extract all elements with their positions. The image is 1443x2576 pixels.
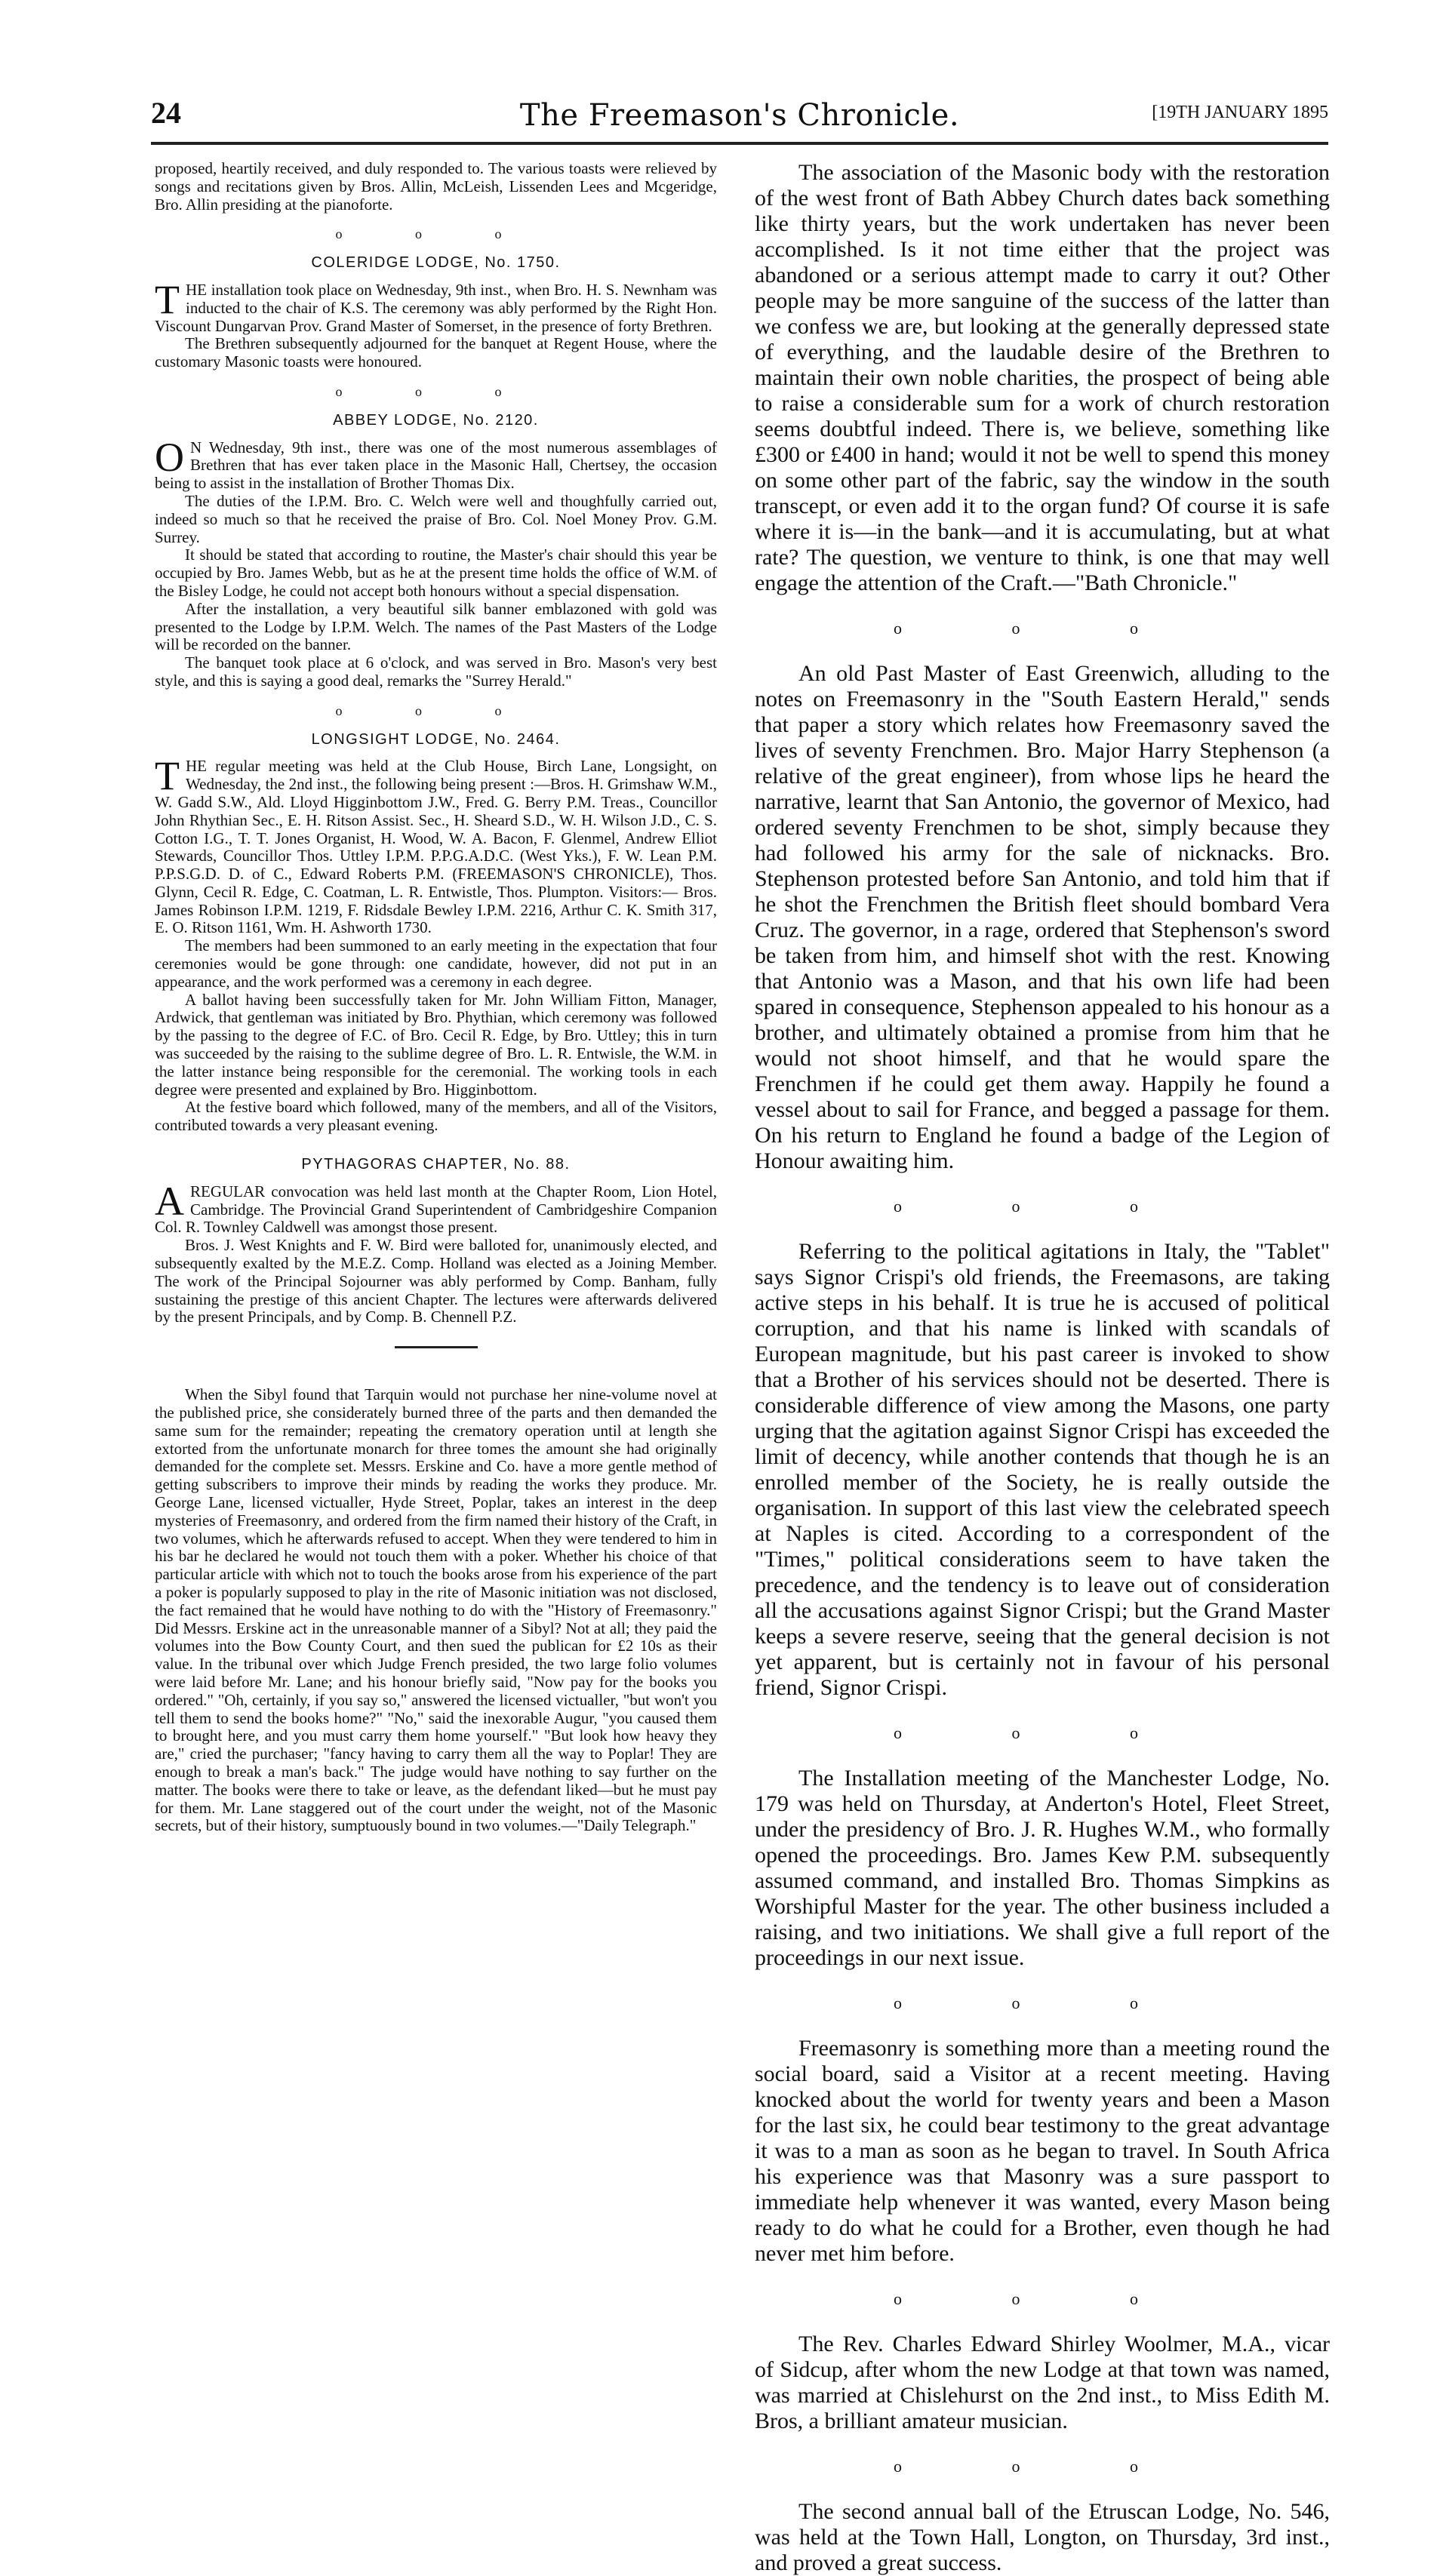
longsight-paragraph: HE regular meeting was held at the Club House, Birch Lane, Longsight, on Wednesday, the 2nd inst., the following being present :—Bros. H. Grimshaw W.M., W. Gadd S.W., Ald. Lloyd Higginbottom J.W., Fred. G. Berry P.M. Treas., Councillor John Rhythian Sec., E. H. Ritson Assist. Sec., H. Sheard S.D., W. H. Wilson J.D., C. S. Cotton I.G., T. T. Jones Organist, H. Wood, W. A. Bacon, F. Glenmel, Andrew Elliot Stewards, Councillor Thos. Uttley I.P.M. P.P.G.A.D.C. (West Yks.), F. W. Lean P.M. P.P.S.G.D. D. of C., Edward Roberts P.M. (FREEMASON'S CHRONICLE), Thos. Glynn, Cecil R. Edge, C. Coatman, L. R. Entwistle, Thos. Plumpton. Visitors:— Bros. James Robinson I.P.M. 1219, F. Ridsdale Bewley I.P.M. 2216, Arthur C. K. Smith 317, E. O. Ritson 1161, Wm. H. Ashworth 1730.	[155, 757, 717, 937]
bath-abbey-paragraph: The association of the Masonic body with the restoration of the west front of Bath Abbey Church dates back something like thirty years, but the work undertaken has never been accomplished. Is it not time either that the project was abandoned or a serious attempt made to carry it out? Other people may be more sanguine of the success of the latter than we confess we are, but looking at the generally depressed state of everything, and the laudable desire of the Brethren to maintain their own noble charities, the prospect of being able to raise a considerable sum for a work of church restoration seems doubtful indeed. There is, we believe, something like £300 or £400 in hand; would it not be well to spend this money on some other part of the fabric, say the window in the south transcept, or even add it to the organ fund? Of course it is safe where it is—in the bank—and it is accumulating, but at what rate? The question, we venture to think, is one that may well engage the attention of the Craft.—"Bath Chronicle."	[755, 160, 1330, 595]
longsight-paragraph: The members had been summoned to an early meeting in the expectation that four ceremonies would be gone through: one candidate, however, did not put in an appearance, and the work performed was a ceremony in each degree.	[155, 936, 717, 991]
pythagoras-paragraph: REGULAR convocation was held last month at the Chapter Room, Lion Hotel, Cambridge. The Provincial Grand Superintendent of Cambridgeshire Companion Col. R. Townley Caldwell was amongst those present.	[155, 1182, 717, 1237]
section-ornament: o o o	[894, 2289, 1191, 2308]
masthead-title: The Freemason's Chronicle.	[519, 98, 960, 133]
section-ornament: o o o	[335, 383, 537, 399]
social-board-paragraph: Freemasonry is something more than a meeting round the social board, said a Visitor at a recent meeting. Having knocked about the world for twenty years and been a Mason for the last six, he could bear testimony to the great advantage it was to a man as soon as he began to travel. In South Africa his experience was that Masonry was a sure passport to immediate help whenever it was wanted, every Mason being ready to do what he could for a Brother, even though he had never met him before.	[755, 2036, 1330, 2266]
header-rule	[151, 142, 1328, 145]
pythagoras-heading: PYTHAGORAS CHAPTER, No. 88.	[301, 1156, 571, 1173]
abbey-paragraph: The duties of the I.P.M. Bro. C. Welch were well and thoughfully carried out, indeed so much so that he received the praise of Bro. Col. Noel Money Prov. G.M. Surrey.	[155, 491, 717, 546]
section-ornament: o o o	[894, 2457, 1191, 2476]
greenwich-paragraph: An old Past Master of East Greenwich, alluding to the notes on Freemasonry in the "South Eastern Herald," sends that paper a story which relates how Freemasonry saved the lives of seventy Frenchmen. Bro. Major Harry Stephenson (a relative of the great engineer), from whose lips he heard the narrative, learnt that San Antonio, the governor of Mexico, had ordered seventy Frenchmen to be shot, simply because they had followed his army for the sale of nicknacks. Bro. Stephenson protested before San Antonio, and told him that if he shot the Frenchmen the British fleet should bombard Vera Cruz. The governor, in a rage, ordered that Stephenson's sword be taken from him, and himself shot with the rest. Knowing that Antonio was a Mason, and that his own life had been spared in consequence, Stephenson appealed to his honour as a brother, and ultimately obtained a promise from him that he would not shoot himself, and that he would spare the Frenchmen if he could get them away. Happily he found a vessel about to sail for France, and begged a passage for them. On his return to England he found a badge of the Legion of Honour awaiting him.	[755, 661, 1330, 1173]
longsight-paragraph: At the festive board which followed, many of the members, and all of the Visitors, contributed towards a very pleasant evening.	[155, 1098, 717, 1135]
longsight-paragraph: A ballot having been successfully taken for Mr. John William Fitton, Manager, Ardwick, that gentleman was initiated by Bro. Phythian, which ceremony was followed by the passing to the degree of F.C. of Bro. Cecil R. Edge, by Bro. Uttley; this in turn was succeeded by the raising to the sublime degree of Bro. L. R. Entwisle, the W.M. in the latter instance being responsible for the ceremonial. The working tools in each degree were presented and explained by Bro. Higginbottom.	[155, 990, 717, 1099]
etruscan-lodge-paragraph: The second annual ball of the Etruscan Lodge, No. 546, was held at the Town Hall, Longton, on Thursday, 3rd inst., and proved a great success.	[755, 2499, 1330, 2575]
drop-cap: T	[155, 753, 180, 799]
section-ornament: o o o	[894, 1197, 1191, 1216]
pythagoras-paragraph: Bros. J. West Knights and F. W. Bird were balloted for, unanimously elected, and subsequently exalted by the M.E.Z. Comp. Holland was elected as a Joining Member. The work of the Principal Sojourner was ably performed by Comp. Banham, fully sustaining the prestige of this ancient Chapter. The lectures were afterwards delivered by the present Principals, and by Comp. B. Chennell P.Z.	[155, 1236, 717, 1326]
abbey-paragraph: After the installation, a very beautiful silk banner emblazoned with gold was presented to the Lodge by I.P.M. Welch. The names of the Past Masters of the Lodge will be recorded on the banner.	[155, 599, 717, 654]
section-divider	[395, 1346, 478, 1348]
manchester-lodge-paragraph: The Installation meeting of the Manchester Lodge, No. 179 was held on Thursday, at Anderton's Hotel, Fleet Street, under the presidency of Bro. J. R. Hughes W.M., who formally opened the proceedings. Bro. James Kew P.M. subsequently assumed command, and installed Bro. Thomas Simpkins as Worshipful Master for the year. The other business included a raising, and two initiations. We shall give a full report of the proceedings in our next issue.	[755, 1766, 1330, 1970]
drop-cap: T	[155, 276, 180, 322]
sibyl-paragraph: When the Sibyl found that Tarquin would not purchase her nine-volume novel at the published price, she considerately burned three of the parts and then demanded the same sum for the remainder; repeating the crematory operation until at length she extorted from the unfortunate monarch for three tomes the amount she had originally demanded for the complete set. Messrs. Erskine and Co. have a more gentle method of getting subscribers to improve their minds by reading the works they produce. Mr. George Lane, licensed victualler, Hyde Street, Poplar, takes an interest in the deep mysteries of Freemasonry, and ordered from the firm named their history of the Craft, in two volumes, which he afterwards refused to accept. When they were tendered to him in his bar he declared he would not touch them with a poker. Whether his choice of that particular article with which not to touch the books arose from his experience of the part a poker is popularly supposed to play in the rite of Masonic initiation was not disclosed, the fact remained that he would have nothing to do with the "History of Freemasonry." Did Messrs. Erskine act in the unreasonable manner of a Sibyl? Not at all; they paid the volumes into the Bow County Court, and then sued the publican for £2 10s as their value. In the tribunal over which Judge French presided, the two large folio volumes were laid before Mr. Lane; and his honour briefly said, "Now pay for the books you ordered." "Oh, certainly, if you say so," answered the licensed victualler, "but won't you tell them to send the books home?" "No," said the inexorable Augur, "you caused them to brought here, and you must carry them home yourself." "But look how heavy they are," cried the purchaser; "fancy having to carry them all the way to Poplar! They are enough to break a man's back." The judge would have nothing to say further on the matter. The books were there to take or leave, as the defendant liked—but he must pay for them. Mr. Lane staggered out of the court under the weight, not of the Masonic secrets, but of their history, sumptuously bound in two volumes.—"Daily Telegraph."	[155, 1385, 717, 1835]
italy-paragraph: Referring to the political agitations in Italy, the "Tablet" says Signor Crispi's old friends, the Freemasons, are taking active steps in his behalf. It is true he is accused of political corruption, and that his name is linked with scandals of European magnitude, but his past career is invoked to show that a Brother of his services should not be deserted. There is considerable difference of view among the Masons, one party urging that the agitation against Signor Crispi has exceeded the limit of decency, while another contends that though he is an enrolled member of the Society, he is really outside the organisation. In support of this last view the celebrated speech at Naples is cited. According to a correspondent of the "Times," political considerations seem to have taken the precedence, and the tendency is to leave out of consideration all the accusations against Signor Crispi; but the Grand Master keeps a severe reserve, seeing that the general decision is not yet apparent, but is certainly not in favour of his personal friend, Signor Crispi.	[755, 1239, 1330, 1700]
page-header	[151, 95, 1328, 134]
coleridge-paragraph: HE installation took place on Wednesday, 9th inst., when Bro. H. S. Newnham was inducted to the chair of K.S. The ceremony was ably performed by the Right Hon. Viscount Dungarvan Prov. Grand Master of Somerset, in the presence of forty Brethren.	[155, 280, 717, 335]
page-number: 24	[151, 96, 181, 130]
issue-date: [19TH JANUARY 1895	[1152, 103, 1328, 122]
abbey-paragraph: N Wednesday, 9th inst., there was one of the most numerous assemblages of Brethren that has ever taken place in the Masonic Hall, Chertsey, the occasion being to assist in the installation of Brother Thomas Dix.	[155, 438, 717, 493]
intro-paragraph: proposed, heartily received, and duly responded to. The various toasts were relieved by songs and recitations given by Bros. Allin, McLeish, Lissenden Lees and Mcgeridge, Bro. Allin presiding at the pianoforte.	[155, 159, 717, 214]
drop-cap: O	[155, 434, 184, 480]
section-ornament: o o o	[335, 226, 537, 242]
abbey-paragraph: The banquet took place at 6 o'clock, and was served in Bro. Mason's very best style, and this is saying a good deal, remarks the "Surrey Herald."	[155, 653, 717, 690]
right-column	[755, 160, 1330, 2576]
section-ornament: o o o	[894, 1723, 1191, 1742]
abbey-paragraph: It should be stated that according to routine, the Master's chair should this year be occupied by Bro. James Webb, but as he at the present time holds the office of W.M. of the Bisley Lodge, he could not accept both honours without a special dispensation.	[155, 546, 717, 600]
abbey-heading: ABBEY LODGE, No. 2120.	[333, 411, 539, 429]
woolmer-paragraph: The Rev. Charles Edward Shirley Woolmer, M.A., vicar of Sidcup, after whom the new Lodge at that town was named, was married at Chislehurst on the 2nd inst., to Miss Edith M. Bros, a brilliant amateur musician.	[755, 2332, 1330, 2433]
section-ornament: o o o	[894, 1993, 1191, 2012]
left-column	[155, 160, 717, 1835]
coleridge-paragraph: The Brethren subsequently adjourned for the banquet at Regent House, where the customary Masonic toasts were honoured.	[155, 334, 717, 371]
drop-cap: A	[155, 1178, 184, 1224]
coleridge-heading: COLERIDGE LODGE, No. 1750.	[311, 254, 561, 272]
section-ornament: o o o	[894, 619, 1191, 638]
longsight-heading: LONGSIGHT LODGE, No. 2464.	[311, 730, 561, 748]
section-ornament: o o o	[335, 702, 537, 718]
